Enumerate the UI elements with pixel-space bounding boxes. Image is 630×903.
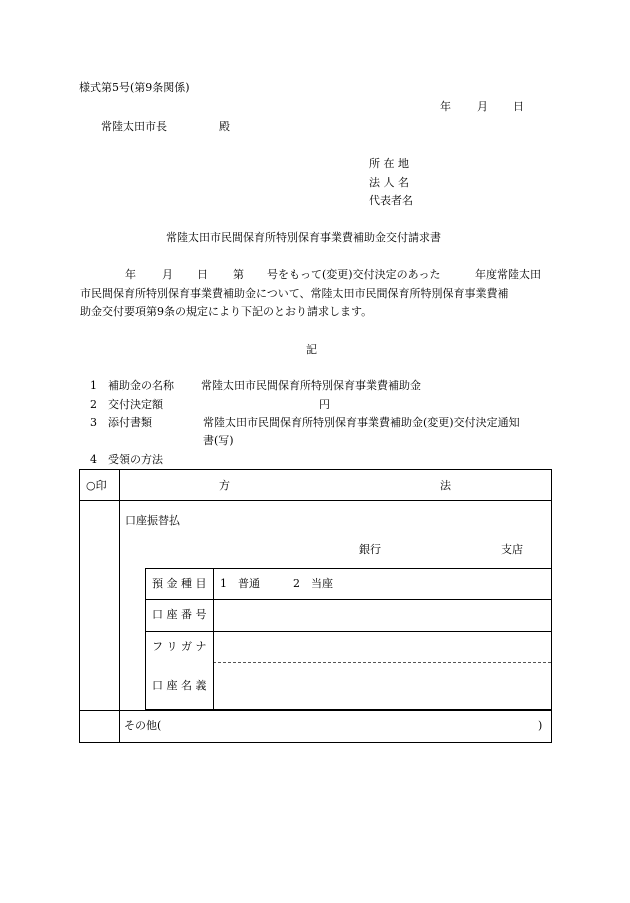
addressee-name: 常陸太田市長 xyxy=(101,120,167,133)
form-number: 様式第5号(第9条関係) xyxy=(79,81,190,94)
body-dai: 第 xyxy=(233,268,244,281)
item-1-label: 補助金の名称 xyxy=(108,379,174,392)
item-2-num: 2 xyxy=(90,398,97,411)
header-method-2: 法 xyxy=(440,479,451,492)
table-inner-left xyxy=(145,568,146,709)
branch-label: 支店 xyxy=(501,543,523,556)
applicant-representative: 代表者名 xyxy=(369,194,413,207)
item-4-label: 受領の方法 xyxy=(108,453,163,466)
item-4-num: 4 xyxy=(90,453,97,466)
table-border-bottom xyxy=(79,742,551,743)
transfer-label: 口座振替払 xyxy=(125,514,180,527)
table-border-right xyxy=(551,469,552,743)
date-month: 月 xyxy=(477,100,488,113)
body-line-2: 市民間保育所特別保育事業費補助金について、常陸太田市民間保育所特別保育事業費補 xyxy=(80,287,509,300)
body-day: 日 xyxy=(197,268,208,281)
document-title: 常陸太田市民間保育所特別保育事業費補助金交付請求書 xyxy=(166,231,441,244)
applicant-corp-name: 法 人 名 xyxy=(369,176,409,189)
table-col-divider xyxy=(119,469,120,742)
account-name-label: 口 座 名 義 xyxy=(152,679,207,692)
table-row-divider-2 xyxy=(145,631,551,632)
date-year: 年 xyxy=(440,100,451,113)
header-mark: ○印 xyxy=(86,479,107,492)
item-2-value: 円 xyxy=(319,398,330,411)
ki-heading: 記 xyxy=(306,343,317,356)
item-1-num: 1 xyxy=(90,379,97,392)
deposit-type-value: 1 普通 2 当座 xyxy=(220,577,333,590)
table-border-left xyxy=(79,469,80,742)
item-2-label: 交付決定額 xyxy=(108,398,163,411)
table-other-divider xyxy=(79,710,551,711)
item-3-num: 3 xyxy=(90,416,97,429)
table-inner-top xyxy=(145,568,551,569)
bank-label: 銀行 xyxy=(359,543,381,556)
item-3-value: 常陸太田市民間保育所特別保育事業費補助金(変更)交付決定通知 xyxy=(203,416,520,429)
body-line-1 xyxy=(0,268,630,282)
date-day: 日 xyxy=(513,100,524,113)
item-3-label: 添付書類 xyxy=(108,416,152,429)
applicant-location: 所 在 地 xyxy=(369,157,409,170)
table-dashed-divider xyxy=(213,662,551,663)
table-row-divider-1 xyxy=(145,599,551,600)
other-label-open: その他( xyxy=(124,719,162,732)
table-header-divider xyxy=(79,500,551,501)
table-inner-col-divider xyxy=(213,568,214,709)
header-method-1: 方 xyxy=(219,479,230,492)
body-month: 月 xyxy=(162,268,173,281)
account-number-label: 口 座 番 号 xyxy=(152,608,207,621)
table-border-top xyxy=(79,469,551,470)
body-year: 年 xyxy=(125,268,136,281)
item-1-value: 常陸太田市民間保育所特別保育事業費補助金 xyxy=(201,379,421,392)
body-line-3: 助金交付要項第9条の規定により下記のとおり請求します。 xyxy=(80,305,373,318)
furigana-label: フ リ ガ ナ xyxy=(152,640,207,653)
other-label-close: ) xyxy=(538,719,543,732)
item-3-value-cont: 書(写) xyxy=(203,434,234,447)
body-fiscal-year: 年度常陸太田 xyxy=(475,268,541,281)
addressee-honorific: 殿 xyxy=(219,120,230,133)
deposit-type-label: 預 金 種 目 xyxy=(152,577,207,590)
body-decision: 号をもって(変更)交付決定のあった xyxy=(267,268,441,281)
